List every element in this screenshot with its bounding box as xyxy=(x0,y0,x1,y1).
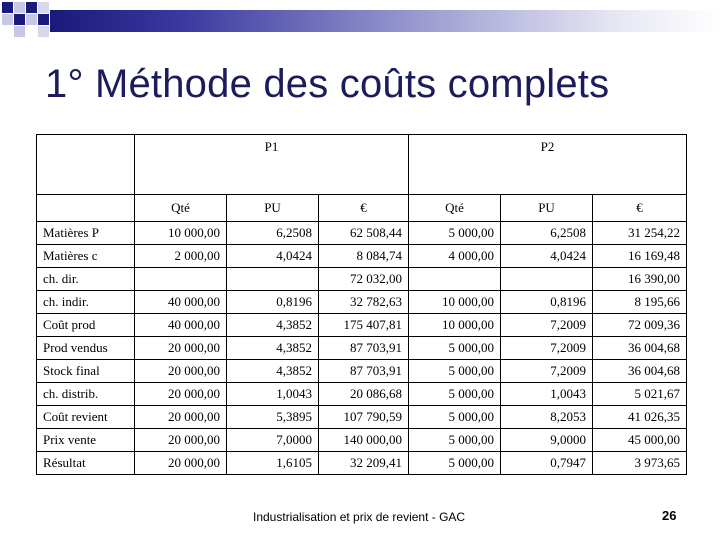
table-cell: 8 195,66 xyxy=(593,291,687,314)
table-cell: 5 000,00 xyxy=(409,337,501,360)
table-cell: 4,3852 xyxy=(227,314,319,337)
table-cell: 20 000,00 xyxy=(135,360,227,383)
table-cell: 72 009,36 xyxy=(593,314,687,337)
table-row xyxy=(37,429,687,452)
table-cell: 4,0424 xyxy=(227,245,319,268)
table-cell: 0,7947 xyxy=(501,452,593,475)
group-header-p1: P1 xyxy=(135,135,409,195)
sub-header-row xyxy=(37,195,687,222)
table-cell: 4,3852 xyxy=(227,360,319,383)
deco-square xyxy=(38,14,49,25)
table-cell: 32 209,41 xyxy=(319,452,409,475)
table-cell: 5 021,67 xyxy=(593,383,687,406)
table-cell: 10 000,00 xyxy=(409,291,501,314)
row-label: ch. distrib. xyxy=(37,383,135,406)
cost-table xyxy=(36,134,687,475)
table-cell: 6,2508 xyxy=(227,222,319,245)
group-header-row xyxy=(37,135,687,195)
table-cell: 31 254,22 xyxy=(593,222,687,245)
table-cell: 5 000,00 xyxy=(409,406,501,429)
table-cell: 0,8196 xyxy=(227,291,319,314)
table-cell: 7,2009 xyxy=(501,314,593,337)
table-cell: 1,6105 xyxy=(227,452,319,475)
table-cell xyxy=(501,268,593,291)
table-cell: 36 004,68 xyxy=(593,360,687,383)
table-cell: 87 703,91 xyxy=(319,337,409,360)
table-cell: 5 000,00 xyxy=(409,383,501,406)
sub-header-cell: Qté xyxy=(135,195,227,222)
table-cell xyxy=(227,268,319,291)
table-cell: 3 973,65 xyxy=(593,452,687,475)
sub-header-cell: Qté xyxy=(409,195,501,222)
deco-square xyxy=(14,2,25,13)
table-cell: 140 000,00 xyxy=(319,429,409,452)
table-cell xyxy=(409,268,501,291)
table-row xyxy=(37,383,687,406)
deco-square xyxy=(38,2,49,13)
table-row xyxy=(37,452,687,475)
table-cell: 1,0043 xyxy=(227,383,319,406)
deco-square xyxy=(14,14,25,25)
table-cell: 7,0000 xyxy=(227,429,319,452)
row-label: Matières c xyxy=(37,245,135,268)
table-cell: 7,2009 xyxy=(501,360,593,383)
table-cell: 16 169,48 xyxy=(593,245,687,268)
table-row xyxy=(37,406,687,429)
table-row xyxy=(37,291,687,314)
table-row xyxy=(37,360,687,383)
table-cell: 5 000,00 xyxy=(409,360,501,383)
row-label: Coût revient xyxy=(37,406,135,429)
table-cell: 40 000,00 xyxy=(135,314,227,337)
row-label: Prix vente xyxy=(37,429,135,452)
deco-square xyxy=(26,14,37,25)
row-label: Coût prod xyxy=(37,314,135,337)
table-cell: 72 032,00 xyxy=(319,268,409,291)
table-cell: 6,2508 xyxy=(501,222,593,245)
table-cell: 4,0424 xyxy=(501,245,593,268)
table-cell: 10 000,00 xyxy=(409,314,501,337)
table-cell: 5 000,00 xyxy=(409,429,501,452)
table-cell: 8 084,74 xyxy=(319,245,409,268)
deco-square xyxy=(2,2,13,13)
corner-cell xyxy=(37,135,135,195)
row-label: ch. indir. xyxy=(37,291,135,314)
table-cell: 41 026,35 xyxy=(593,406,687,429)
row-label: Résultat xyxy=(37,452,135,475)
header-decoration xyxy=(0,0,720,40)
row-label: Prod vendus xyxy=(37,337,135,360)
table-cell: 5 000,00 xyxy=(409,222,501,245)
table-row xyxy=(37,222,687,245)
table-cell: 1,0043 xyxy=(501,383,593,406)
table-cell: 16 390,00 xyxy=(593,268,687,291)
table-cell: 20 000,00 xyxy=(135,406,227,429)
table-cell: 2 000,00 xyxy=(135,245,227,268)
table-cell: 5,3895 xyxy=(227,406,319,429)
table-row xyxy=(37,268,687,291)
table-cell: 40 000,00 xyxy=(135,291,227,314)
table-cell: 175 407,81 xyxy=(319,314,409,337)
row-label: Matières P xyxy=(37,222,135,245)
table-cell: 45 000,00 xyxy=(593,429,687,452)
table-cell: 20 000,00 xyxy=(135,383,227,406)
table-cell: 20 086,68 xyxy=(319,383,409,406)
sub-header-cell: PU xyxy=(501,195,593,222)
table-cell: 4 000,00 xyxy=(409,245,501,268)
deco-square xyxy=(38,26,49,37)
deco-square xyxy=(14,26,25,37)
table-cell: 5 000,00 xyxy=(409,452,501,475)
deco-square xyxy=(2,14,13,25)
table-row xyxy=(37,337,687,360)
table-cell: 107 790,59 xyxy=(319,406,409,429)
table-cell: 10 000,00 xyxy=(135,222,227,245)
sub-header-cell: PU xyxy=(227,195,319,222)
table-body xyxy=(37,222,687,475)
table-cell: 4,3852 xyxy=(227,337,319,360)
slide-title: 1° Méthode des coûts complets xyxy=(45,62,610,106)
table-cell: 36 004,68 xyxy=(593,337,687,360)
sub-header-cell: € xyxy=(319,195,409,222)
footer-text: Industrialisation et prix de revient - GAC xyxy=(253,510,466,524)
gradient-bar xyxy=(50,10,720,32)
table-cell xyxy=(135,268,227,291)
page-number: 26 xyxy=(662,508,677,523)
table-cell: 7,2009 xyxy=(501,337,593,360)
sub-header-cell: € xyxy=(593,195,687,222)
table-cell: 87 703,91 xyxy=(319,360,409,383)
table-cell: 20 000,00 xyxy=(135,452,227,475)
group-header-p2: P2 xyxy=(409,135,687,195)
table-row xyxy=(37,245,687,268)
row-label: Stock final xyxy=(37,360,135,383)
row-label: ch. dir. xyxy=(37,268,135,291)
table-cell: 62 508,44 xyxy=(319,222,409,245)
table-row xyxy=(37,314,687,337)
table-cell: 9,0000 xyxy=(501,429,593,452)
corner-cell xyxy=(37,195,135,222)
deco-square xyxy=(26,2,37,13)
table-cell: 20 000,00 xyxy=(135,429,227,452)
table-cell: 0,8196 xyxy=(501,291,593,314)
table-cell: 32 782,63 xyxy=(319,291,409,314)
table-cell: 8,2053 xyxy=(501,406,593,429)
table-cell: 20 000,00 xyxy=(135,337,227,360)
